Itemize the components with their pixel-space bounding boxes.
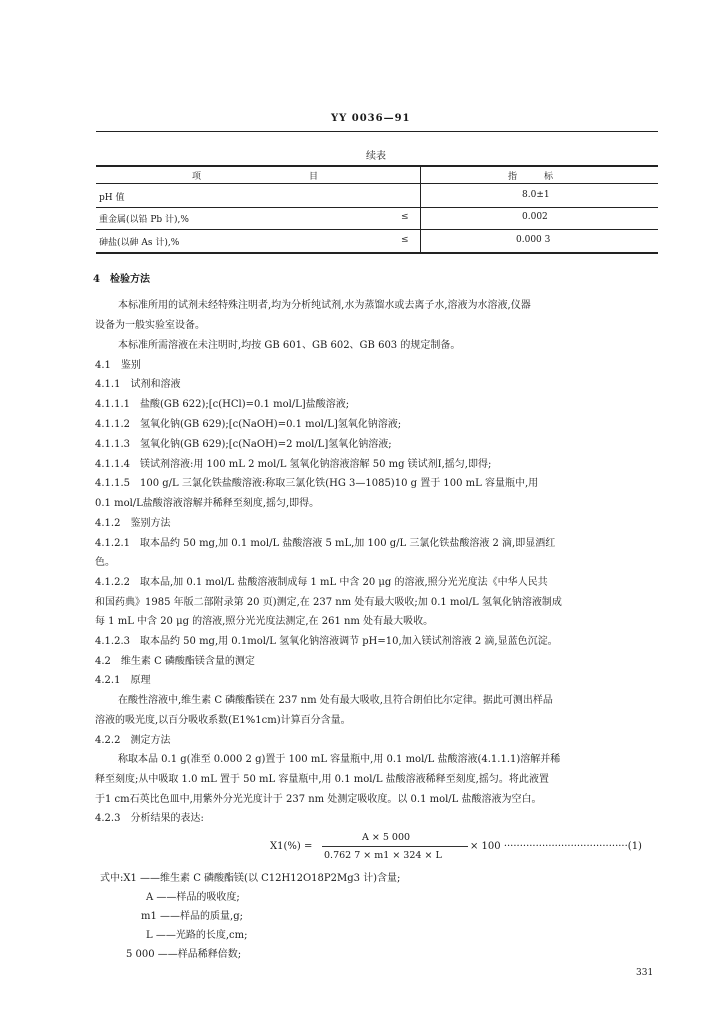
formula-lhs: X1(%) = (270, 841, 313, 852)
row-value: 8.0±1 (522, 190, 550, 200)
table-row-rule (96, 207, 658, 208)
row-value: 0.002 (522, 212, 548, 222)
subsection-heading: 4.2 维生素 C 磷酸酯镁含量的测定 (95, 656, 255, 667)
row-item: 砷盐(以砷 As 计),% (99, 238, 180, 248)
paragraph-line: 4.1.2.2 取本品,加 0.1 mol/L 盐酸溶液制成每 1 mL 中含 20 μg 的溶液,照分光光度法《中华人民共 (95, 577, 548, 588)
paragraph-line: 4.1.1.5 100 g/L 三氯化铁盐酸溶液:称取三氯化铁(HG 3—1085)10 g 置于 100 mL 容量瓶中,用 (95, 478, 539, 489)
table-header-item: 项 目 (192, 172, 319, 182)
paragraph-line: 每 1 mL 中含 20 μg 的溶液,照分光光度法测定,在 261 nm 处有最大吸收。 (95, 616, 434, 627)
standard-number: YY 0036—91 (331, 113, 411, 124)
page-number: 331 (636, 968, 654, 978)
paragraph-line: 4.1.1.1 盐酸(GB 622);[c(HCl)=0.1 mol/L]盐酸溶液; (95, 399, 350, 410)
legend-line: A ——样品的吸收度; (146, 892, 240, 903)
legend-line: L ——光路的长度,cm; (146, 930, 248, 941)
paragraph-line: 本标准所用的试剂未经特殊注明者,均为分析纯试剂,水为蒸馏水或去离子水,溶液为水溶液,仪器 (118, 300, 531, 311)
paragraph-line: 4.1.2.3 取本品约 50 mg,用 0.1mol/L 氢氧化钠溶液调节 pH=10,加入镁试剂溶液 2 滴,显蓝色沉淀。 (95, 636, 558, 647)
paragraph-line: 溶液的吸光度,以百分吸收系数(E1%1cm)计算百分含量。 (95, 715, 351, 726)
paragraph-line: 4.1.1.3 氢氧化钠(GB 629);[c(NaOH)=2 mol/L]氢氧化钠溶液; (95, 439, 392, 450)
fraction-bar (322, 846, 468, 847)
legend-line: m1 ——样品的质量,g; (141, 911, 243, 922)
legend-line: 式中:X1 ——维生素 C 磷酸酯镁(以 C12H12O18P2Mg3 计)含量; (100, 873, 401, 884)
row-item: pH 值 (99, 193, 125, 203)
subsection-heading: 4.1.2 鉴别方法 (95, 518, 171, 529)
subsection-heading: 4.1 鉴别 (95, 360, 141, 371)
paragraph-line: 0.1 mol/L盐酸溶液溶解并稀释至刻度,摇匀,即得。 (95, 498, 320, 509)
paragraph-line: 本标准所需溶液在未注明时,均按 GB 601、GB 602、GB 603 的规定制备。 (118, 340, 461, 351)
formula-denominator: 0.762 7 × m1 × 324 × L (324, 850, 442, 861)
table-header-index: 指 标 (508, 172, 554, 182)
row-sign: ≤ (401, 235, 409, 245)
paragraph-line: 4.1.2.1 取本品约 50 mg,加 0.1 mol/L 盐酸溶液 5 mL,加 100 g/L 三氯化铁盐酸溶液 2 滴,即显酒红 (95, 538, 556, 549)
subsection-heading: 4.1.1 试剂和溶液 (95, 379, 181, 390)
paragraph-line: 和国药典》1985 年版二部附录第 20 页)测定,在 237 nm 处有最大吸收;加 0.1 mol/L 氢氧化钠溶液制成 (95, 597, 562, 608)
table-bottom-rule (96, 252, 658, 254)
subsection-heading: 4.2.1 原理 (95, 675, 151, 686)
table-column-divider (420, 165, 421, 253)
row-item: 重金属(以铅 Pb 计),% (99, 215, 189, 225)
section-heading: 4 检验方法 (93, 274, 150, 285)
paragraph-line: 释至刻度;从中吸取 1.0 mL 置于 50 mL 容量瓶中,用 0.1 mol/L 盐酸溶液稀释至刻度,摇匀。将此液置 (95, 774, 549, 785)
table-top-rule (96, 165, 658, 167)
row-sign: ≤ (401, 212, 409, 222)
table-row-rule (96, 229, 658, 230)
paragraph-line: 4.1.1.2 氢氧化钠(GB 629);[c(NaOH)=0.1 mol/L]氢氧化钠溶液; (95, 419, 402, 430)
paragraph-line: 4.1.1.4 镁试剂溶液:用 100 mL 2 mol/L 氢氧化钠溶液溶解 50 mg 镁试剂Ⅰ,摇匀,即得; (95, 459, 492, 470)
formula-numerator: A × 5 000 (362, 832, 411, 843)
subsection-heading: 4.2.2 测定方法 (95, 735, 171, 746)
paragraph-line: 在酸性溶液中,维生素 C 磷酸酯镁在 237 nm 处有最大吸收,且符合朗伯比尔定律。据此可测出样品 (118, 695, 553, 706)
header-rule (96, 131, 658, 132)
paragraph-line: 设备为一般实验室设备。 (95, 320, 205, 331)
paragraph-line: 于1 cm石英比色皿中,用紫外分光光度计于 237 nm 处测定吸收度。以 0.1 mol/L 盐酸溶液为空白。 (95, 794, 542, 805)
formula-tail: × 100 ·······································(1) (470, 841, 642, 852)
paragraph-line: 称取本品 0.1 g(准至 0.000 2 g)置于 100 mL 容量瓶中,用 0.1 mol/L 盐酸溶液(4.1.1.1)溶解并稀 (118, 754, 561, 765)
table-header-rule (96, 183, 658, 184)
subsection-heading: 4.2.3 分析结果的表达: (95, 813, 204, 824)
row-value: 0.000 3 (516, 235, 551, 245)
legend-line: 5 000 ——样品稀释倍数; (126, 949, 242, 960)
paragraph-line: 色。 (95, 557, 115, 568)
table-caption: 续表 (366, 151, 386, 162)
